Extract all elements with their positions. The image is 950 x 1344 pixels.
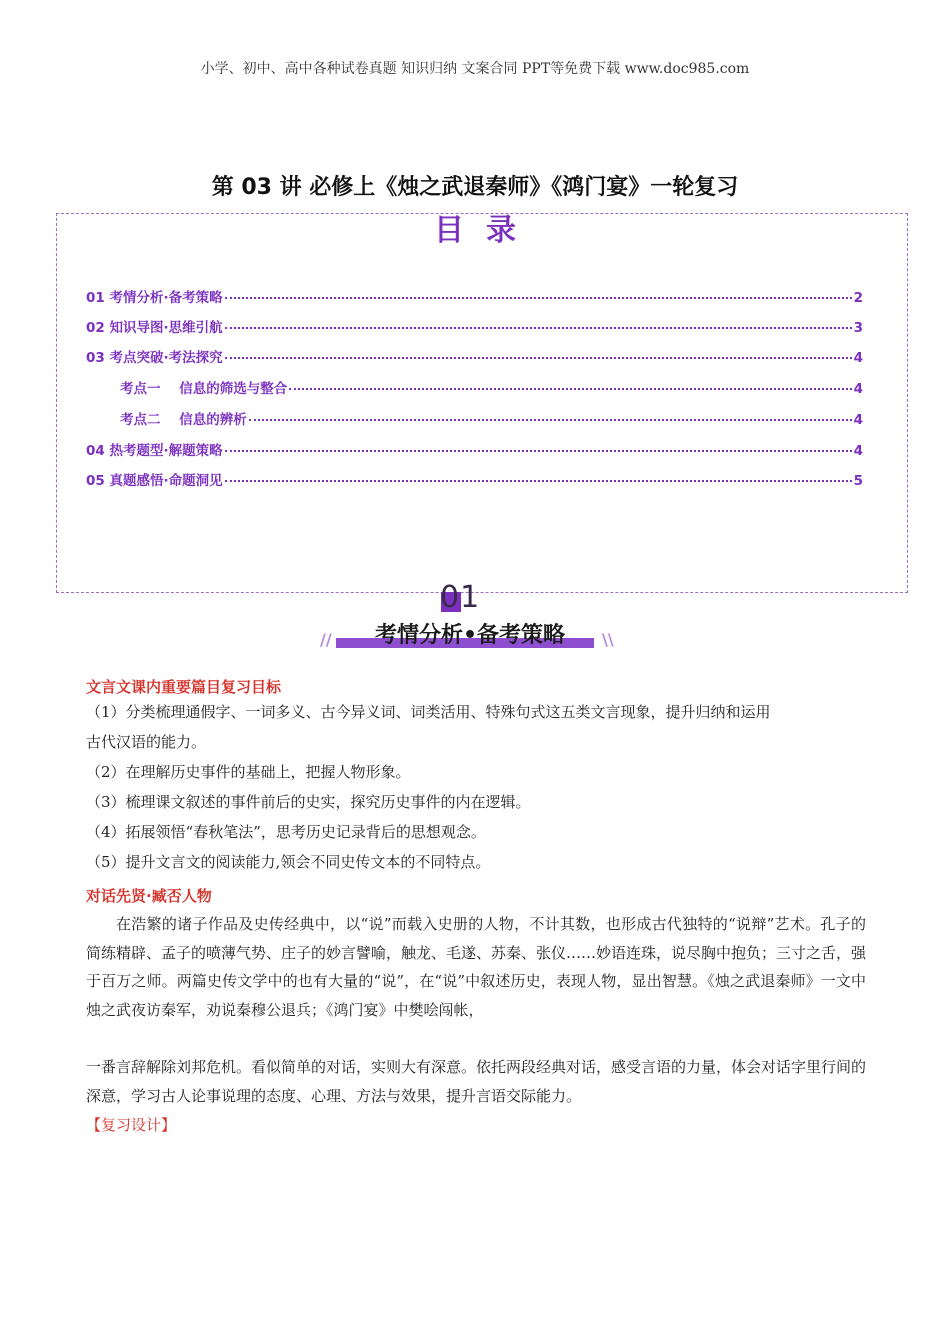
toc-item-1[interactable]	[86, 286, 863, 306]
review-design-tag: 【复习设计】	[86, 1116, 177, 1134]
toc-leader-dots	[289, 388, 851, 390]
toc-item-4[interactable]	[86, 439, 863, 459]
toc-frame	[56, 213, 908, 593]
goals-heading: 文言文课内重要篇目复习目标	[86, 678, 282, 696]
toc-leader-dots	[225, 297, 852, 299]
toc-item-3[interactable]	[86, 346, 863, 366]
goal-line: 古代汉语的能力。	[86, 733, 207, 751]
goal-line: （2）在理解历史事件的基础上，把握人物形象。	[86, 763, 411, 781]
toc-item-page: 4	[853, 412, 863, 428]
document-title: 第 03 讲 必修上《烛之武退秦师》《鸿门宴》一轮复习	[211, 175, 739, 200]
toc-item-label: 01 考情分析·备考策略	[86, 290, 223, 306]
toc-item-page: 3	[853, 320, 863, 336]
goals-list	[86, 697, 866, 877]
toc-item-page: 4	[853, 443, 863, 459]
toc-leader-dots	[225, 450, 852, 452]
dialogue-heading: 对话先贤·臧否人物	[86, 887, 212, 905]
site-banner: 小学、初中、高中各种试卷真题 知识归纳 文案合同 PPT等免费下载 www.doc985.com	[200, 61, 750, 77]
toc-leader-dots	[225, 480, 852, 482]
toc-leader-dots	[225, 327, 852, 329]
toc-item-5[interactable]	[86, 469, 863, 489]
toc-item-label: 考点一 信息的筛选与整合	[120, 381, 288, 397]
toc-item-page: 4	[853, 381, 863, 397]
toc-leader-dots	[249, 419, 852, 421]
slash-decoration-left: //	[320, 630, 332, 649]
toc-item-page: 2	[853, 290, 863, 306]
section-badge	[320, 580, 620, 660]
goal-line: （1）分类梳理通假字、一词多义、古今异义词、词类活用、特殊句式这五类文言现象，提升归纳和运用	[86, 703, 771, 721]
goal-line: （5）提升文言文的阅读能力,领会不同史传文本的不同特点。	[86, 853, 491, 871]
goal-line: （3）梳理课文叙述的事件前后的史实，探究历史事件的内在逻辑。	[86, 793, 531, 811]
toc-item-label: 05 真题感悟·命题洞见	[86, 473, 223, 489]
toc-item-label: 02 知识导图·思维引航	[86, 320, 223, 336]
section-number: 01	[440, 580, 481, 615]
toc-subitem-2[interactable]	[120, 408, 863, 428]
toc-subitem-1[interactable]	[120, 377, 863, 397]
slash-decoration-right: \\	[602, 630, 614, 649]
toc-item-page: 5	[853, 473, 863, 489]
dialogue-paragraph-2: 一番言辞解除刘邦危机。看似简单的对话，实则大有深意。依托两段经典对话，感受言语的力量，体会对话字里行间的深意，学习古人论事说理的态度、心理、方法与效果，提升言语交际能力。	[86, 1058, 867, 1105]
toc-item-page: 4	[853, 350, 863, 366]
toc-item-2[interactable]	[86, 316, 863, 336]
toc-heading: 目录	[434, 213, 538, 248]
toc-item-label: 03 考点突破·考法探究	[86, 350, 223, 366]
toc-item-label: 考点二 信息的辨析	[120, 412, 247, 428]
dialogue-paragraph-1: 在浩繁的诸子作品及史传经典中，以“说”而载入史册的人物，不计其数，也形成古代独特的“说辩”艺术。孔子的简练精辟、孟子的喷薄气势、庄子的妙言譬喻，触龙、毛遂、苏秦、张仪……妙语连珠，说尽胸中抱负；三寸之舌，强于百万之师。两篇史传文学中的也有大量的“说”，在“说”中叙述历史，表现人物，显出智慧。《烛之武退秦师》一文中烛之武夜访秦军，劝说秦穆公退兵；《鸿门宴》中樊哙闯帐，	[86, 915, 867, 1019]
toc-leader-dots	[225, 357, 852, 359]
goal-line: （4）拓展领悟“春秋笔法”，思考历史记录背后的思想观念。	[86, 823, 486, 841]
toc-item-label: 04 热考题型·解题策略	[86, 443, 223, 459]
section-label: 考情分析•备考策略	[374, 623, 566, 648]
